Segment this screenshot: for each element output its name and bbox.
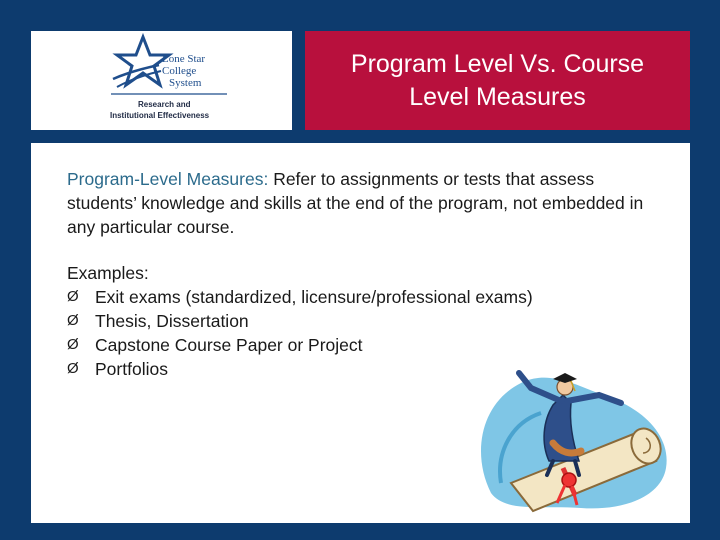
bullet-arrow-icon: Ø: [67, 360, 79, 377]
definition-label: Program-Level Measures:: [67, 169, 269, 189]
list-item-text: Portfolios: [95, 359, 168, 379]
logo-line-1: Lone Star: [162, 53, 206, 65]
logo-line-2: College: [162, 65, 197, 77]
content-panel: [31, 143, 690, 523]
bullet-arrow-icon: Ø: [67, 336, 79, 353]
list-item: [67, 309, 667, 333]
title-line-2: Level Measures: [409, 82, 586, 111]
list-item: [67, 285, 667, 309]
list-item-text: Thesis, Dissertation: [95, 311, 249, 331]
list-item-text: Capstone Course Paper or Project: [95, 335, 363, 355]
examples-heading: Examples:: [67, 263, 149, 283]
bullet-arrow-icon: Ø: [67, 312, 79, 329]
logo-sub-1: Research and: [138, 100, 191, 109]
title-panel: [305, 31, 690, 130]
slide-title: [337, 48, 658, 114]
logo-line-3: System: [169, 77, 202, 89]
definition-paragraph: [67, 167, 667, 239]
star-icon: [113, 37, 169, 87]
definition-text: Refer to assignments or tests that assess students’ knowledge and skills at the end of the program, not embedded in any particular course.: [67, 169, 644, 237]
bullet-arrow-icon: Ø: [67, 288, 79, 305]
logo-panel: [31, 31, 292, 130]
graduate-diploma-clipart: [471, 343, 676, 513]
lone-star-college-logo: [31, 31, 292, 130]
title-line-1: Program Level Vs. Course: [350, 49, 645, 78]
logo-sub-2: Institutional Effectiveness: [110, 111, 210, 120]
list-item-text: Exit exams (standardized, licensure/professional exams): [95, 287, 533, 307]
